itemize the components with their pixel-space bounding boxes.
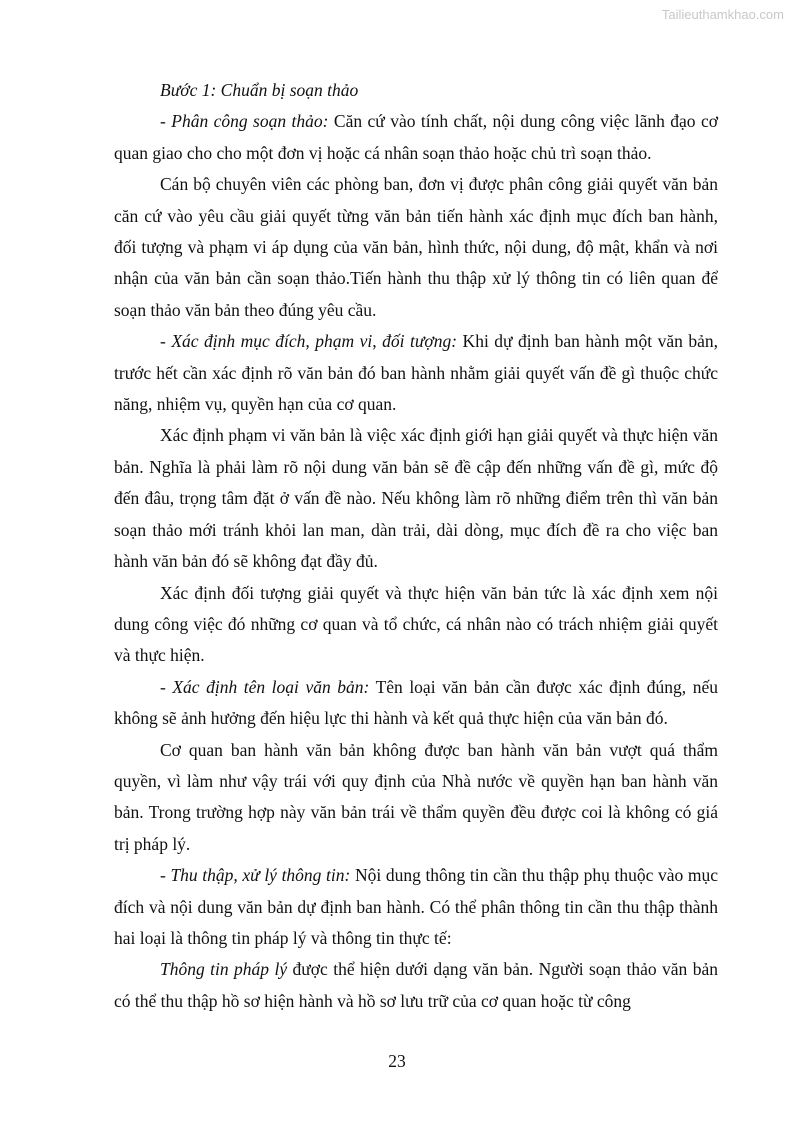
paragraph-lead: - Xác định mục đích, phạm vi, đối tượng:	[160, 331, 458, 352]
paragraph	[114, 326, 718, 420]
paragraph	[114, 672, 718, 735]
watermark: Tailieuthamkhao.com	[661, 7, 784, 22]
paragraph	[114, 578, 718, 672]
paragraph	[114, 735, 718, 861]
paragraph-text: Căn cứ vào tính chất, nội dung công việc lãnh đạo cơ quan giao cho cho một đơn vị hoặc cá nhân soạn thảo hoặc chủ trì soạn thảo.	[114, 111, 718, 163]
paragraph-text: Nội dung thông tin cần thu thập phụ thuộc vào mục đích và nội dung văn bản dự định ban hành. Có thể phân thông tin cần thu thập thành hai loại là thông tin pháp lý và thông tin thực tế:	[114, 865, 718, 948]
paragraph-lead: Thông tin pháp lý	[160, 959, 288, 980]
paragraph	[114, 860, 718, 954]
paragraph-text: Khi dự định ban hành một văn bản, trước hết cần xác định rõ văn bản đó ban hành nhằm giải quyết vấn đề gì thuộc chức năng, nhiệm vụ, quyền hạn của cơ quan.	[114, 331, 718, 415]
paragraph-lead: - Xác định tên loại văn bản:	[160, 676, 370, 697]
step-heading: Bước 1: Chuẩn bị soạn thảo	[160, 80, 359, 100]
paragraph	[114, 420, 718, 577]
paragraph-text: Tên loại văn bản cần được xác định đúng, nếu không sẽ ảnh hưởng đến hiệu lực thi hành và kết quả thực hiện của văn bản đó.	[114, 676, 718, 729]
paragraph-text: Xác định phạm vi văn bản là việc xác định giới hạn giải quyết và thực hiện văn bản. Nghĩa là phải làm rõ nội dung văn bản sẽ đề cập đến những vấn đề gì, mức độ đến đâu, trọng tâm đặt ở vấn đề nào. Nếu không làm rõ những điểm trên thì văn bản soạn thảo mới tránh khỏi lan man, dàn trải, dài dòng, mục đích đề ra cho việc ban hành văn bản đó sẽ không đạt đầy đủ.	[114, 425, 718, 572]
paragraph	[114, 169, 718, 326]
paragraph-lead: - Thu thập, xử lý thông tin:	[160, 865, 351, 886]
page-number: 23	[388, 1051, 406, 1071]
paragraph-text: Cán bộ chuyên viên các phòng ban, đơn vị được phân công giải quyết văn bản căn cứ vào yêu cầu giải quyết từng văn bản tiến hành xác định mục đích ban hành, đối tượng và phạm vi áp dụng của văn bản, hình thức, nội dung, độ mật, khẩn và nơi nhận của văn bản cần soạn thảo.Tiến hành thu thập xử lý thông tin có liên quan để soạn thảo văn bản theo đúng yêu cầu.	[114, 174, 718, 320]
paragraph-lead: - Phân công soạn thảo:	[160, 111, 329, 132]
paragraph-text: Cơ quan ban hành văn bản không được ban hành văn bản vượt quá thẩm quyền, vì làm như vậy trái với quy định của Nhà nước về quyền hạn ban hành văn bản. Trong trường hợp này văn bản trái về thẩm quyền đều được coi là không có giá trị pháp lý.	[114, 739, 718, 854]
document-body	[114, 75, 718, 1017]
paragraph	[114, 954, 718, 1017]
paragraph-text: Xác định đối tượng giải quyết và thực hiện văn bản tức là xác định xem nội dung công việc đó những cơ quan và tổ chức, cá nhân nào có trách nhiệm giải quyết và thực hiện.	[114, 582, 718, 666]
paragraph-text: được thể hiện dưới dạng văn bản. Người soạn thảo văn bản có thể thu thập hồ sơ hiện hành và hồ sơ lưu trữ của cơ quan hoặc từ công	[114, 959, 718, 1011]
paragraph	[114, 106, 718, 169]
